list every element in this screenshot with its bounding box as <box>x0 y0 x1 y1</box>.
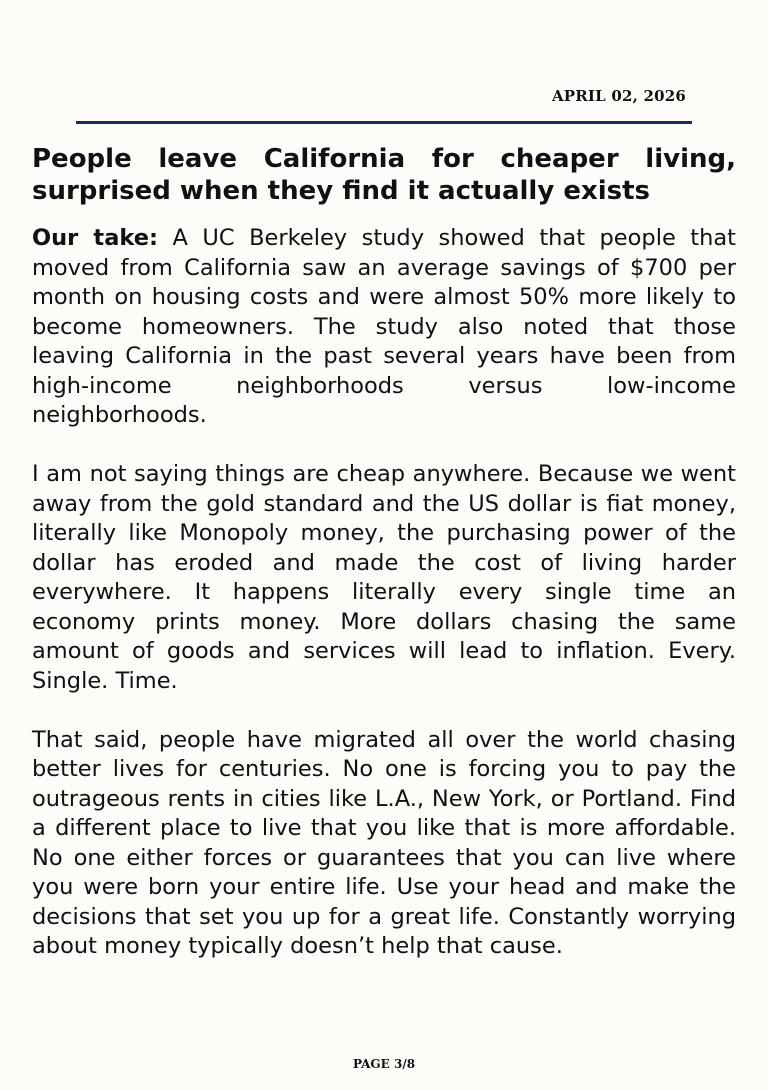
article-paragraph-2: I am not saying things are cheap anywhere. Because we went away from the gold standard and the US dollar is fiat money, literally like Monopoly money, the purchasing power of the dollar has eroded and made the cost of living harder everywhere. It happens literally every single time an economy prints money. More dollars chasing the same amount of goods and services will lead to inflation. Every. Single. Time. <box>32 461 736 694</box>
publication-date: APRIL 02, 2026 <box>551 87 686 105</box>
paragraph-1-text: A UC Berkeley study showed that people that moved from California saw an average savings of $700 per month on housing costs and were almost 50% more likely to become homeowners. The study also noted that those leaving California in the past several years have been from high-income neighborhoods versus low-income neighborhoods. <box>32 225 736 428</box>
article-paragraph-1 <box>32 224 736 431</box>
article-body <box>32 224 736 962</box>
article-title: People leave California for cheaper living, surprised when they find it actually exists <box>32 144 736 206</box>
article-paragraph-3: That said, people have migrated all over the world chasing better lives for centuries. No one is forcing you to pay the outrageous rents in cities like L.A., New York, or Portland. Find a different place to live that you like that is more affordable. No one either forces or guarantees that you can live where you were born your entire life. Use your head and make the decisions that set you up for a great life. Constantly worrying about money typically doesn’t help that cause. <box>32 726 736 959</box>
lead-label: Our take: <box>32 225 158 251</box>
header-divider <box>76 121 692 124</box>
page-number: PAGE 3/8 <box>352 1057 416 1071</box>
